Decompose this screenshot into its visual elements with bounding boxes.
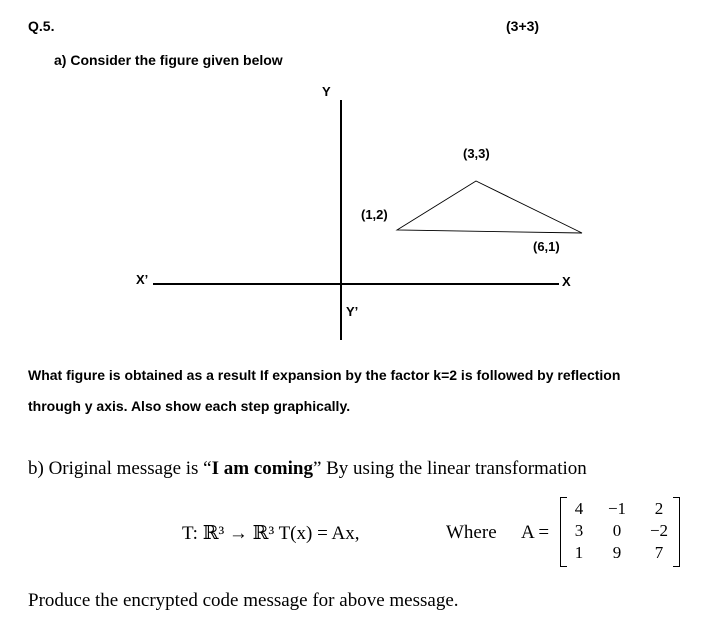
matrix-cell: 9 <box>612 543 622 562</box>
part-a-title: a) Consider the figure given below <box>54 52 283 68</box>
matrix-cell: 3 <box>574 521 584 540</box>
part-b-instruction: Produce the encrypted code message for above message. <box>28 590 459 611</box>
original-message: I am coming <box>211 458 313 479</box>
triangle <box>397 181 582 233</box>
matrix-cell: −2 <box>649 521 669 540</box>
point-label-3-3: (3,3) <box>463 146 490 161</box>
question-line-2: through y axis. Also show each step graphically. <box>28 398 351 414</box>
x-prime-axis-label: X’ <box>136 272 149 287</box>
marks: (3+3) <box>506 18 540 34</box>
matrix-cell: −1 <box>607 499 627 518</box>
question-line-1: What figure is obtained as a result If expansion by the factor k=2 is followed by reflection <box>28 367 621 383</box>
matrix-cell: 4 <box>574 499 584 518</box>
y-axis-label: Y <box>322 84 331 99</box>
point-label-6-1: (6,1) <box>533 239 560 254</box>
intro-prefix: b) Original message is “ <box>28 458 212 479</box>
part-b-intro <box>28 458 587 480</box>
intro-suffix: ” By using the linear transformation <box>312 458 587 479</box>
where-label: Where <box>446 522 497 543</box>
matrix-cell: 7 <box>654 543 664 562</box>
x-axis-label: X <box>562 274 571 289</box>
question-number: Q.5. <box>28 18 55 34</box>
transformation-definition: T: ℝ³ → ℝ³ T(x) = Ax, <box>182 523 360 544</box>
point-label-1-2: (1,2) <box>361 207 388 222</box>
matrix-cell: 0 <box>612 521 622 540</box>
matrix-a-label: A = <box>521 522 550 543</box>
matrix-cell: 2 <box>654 499 664 518</box>
matrix-a <box>560 497 680 567</box>
matrix-right-bracket <box>673 497 680 567</box>
y-prime-axis-label: Y’ <box>346 304 359 319</box>
matrix-cell: 1 <box>574 543 584 562</box>
